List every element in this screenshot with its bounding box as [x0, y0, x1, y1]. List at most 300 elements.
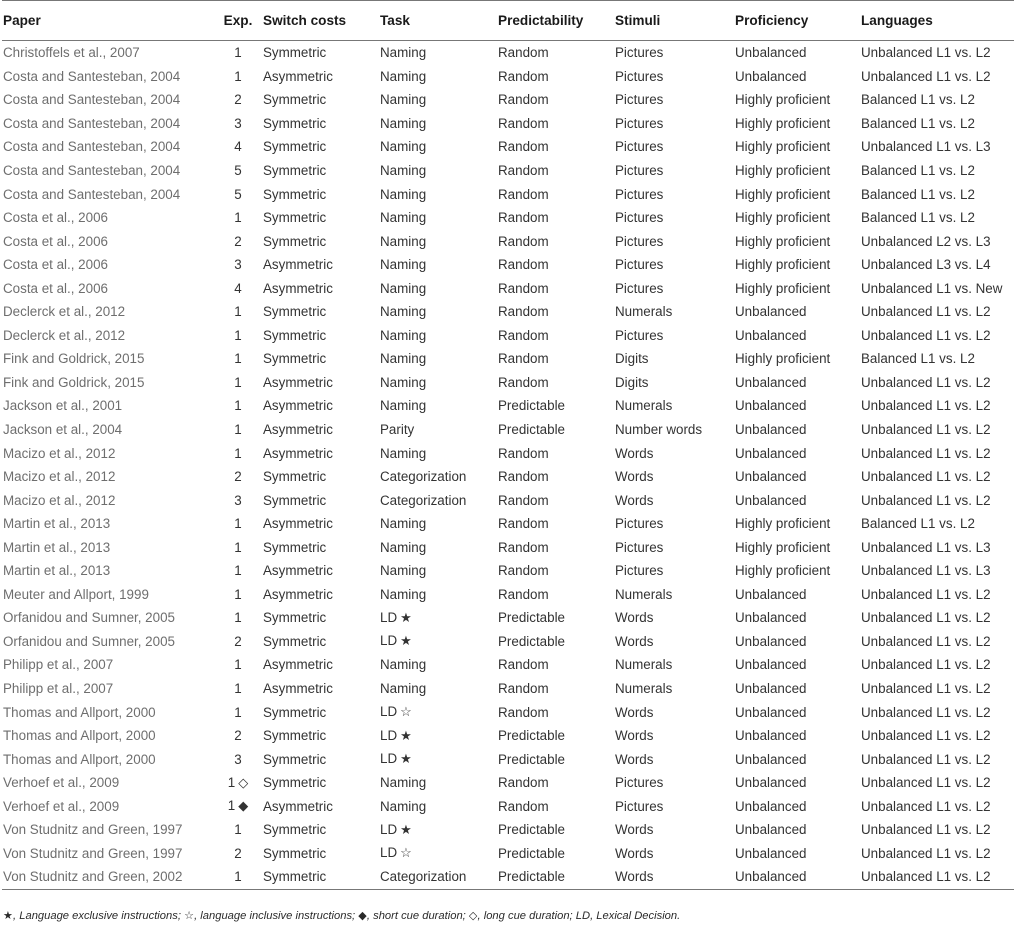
cell-stimuli-text: Numerals [615, 657, 673, 673]
cell-proficiency [735, 559, 861, 583]
cell-predictability-text: Random [498, 492, 549, 508]
cell-switch-costs [263, 88, 380, 112]
cell-proficiency-text: Highly proficient [735, 233, 831, 249]
cell-stimuli [615, 795, 735, 819]
cell-task-text: Naming [380, 563, 427, 579]
cell-paper [2, 842, 213, 866]
cell-predictability [498, 583, 615, 607]
cell-exp [213, 441, 263, 465]
cell-task-text: LD [380, 609, 398, 625]
cell-paper [2, 229, 213, 253]
cell-languages-text: Unbalanced L1 vs. L2 [861, 586, 991, 602]
cell-predictability-text: Random [498, 374, 549, 390]
cell-switch-costs-text: Symmetric [263, 845, 327, 861]
cell-languages-text: Unbalanced L1 vs. L2 [861, 469, 991, 485]
cell-stimuli-text: Pictures [615, 775, 664, 791]
cell-exp [213, 276, 263, 300]
cell-exp [213, 559, 263, 583]
cell-task [380, 865, 498, 889]
cell-proficiency [735, 206, 861, 230]
cell-exp [213, 253, 263, 277]
cell-languages-text: Unbalanced L1 vs. L2 [861, 798, 991, 814]
cell-predictability [498, 724, 615, 748]
cell-proficiency-text: Unbalanced [735, 728, 807, 744]
cell-proficiency [735, 394, 861, 418]
table-row [2, 630, 1014, 654]
cell-switch-costs-text: Asymmetric [263, 516, 333, 532]
cell-languages [861, 300, 1014, 324]
cell-task-text: Naming [380, 186, 427, 202]
diamond-filled-icon: ◆ [238, 798, 249, 814]
cell-paper [2, 182, 213, 206]
cell-stimuli [615, 300, 735, 324]
star-filled-icon: ★ [400, 821, 412, 837]
cell-languages-text: Unbalanced L1 vs. L2 [861, 869, 991, 885]
cell-languages [861, 700, 1014, 724]
cell-proficiency [735, 159, 861, 183]
cell-proficiency-text: Unbalanced [735, 586, 807, 602]
cell-paper-text: Orfanidou and Sumner, 2005 [3, 633, 175, 649]
diamond-outline-icon: ◇ [468, 910, 478, 922]
table-row [2, 700, 1014, 724]
cell-languages-text: Unbalanced L1 vs. L2 [861, 610, 991, 626]
cell-proficiency [735, 630, 861, 654]
cell-stimuli-text: Pictures [615, 115, 664, 131]
cell-task [380, 347, 498, 371]
cell-task-text: LD [380, 821, 398, 837]
cell-proficiency [735, 488, 861, 512]
header-exp: Exp. [223, 13, 253, 28]
cell-stimuli [615, 535, 735, 559]
cell-task-text: Naming [380, 351, 427, 367]
cell-paper-text: Macizo et al., 2012 [3, 492, 116, 508]
cell-paper [2, 653, 213, 677]
cell-exp [213, 394, 263, 418]
cell-stimuli [615, 41, 735, 65]
cell-paper-text: Costa and Santesteban, 2004 [3, 92, 181, 108]
cell-stimuli-text: Pictures [615, 210, 664, 226]
header-predictability: Predictability [498, 13, 584, 28]
cell-switch-costs [263, 65, 380, 89]
cell-exp [213, 206, 263, 230]
cell-exp-text: 2 [234, 633, 242, 649]
cell-stimuli-text: Pictures [615, 563, 664, 579]
cell-paper-text: Fink and Goldrick, 2015 [3, 374, 145, 390]
cell-paper-text: Macizo et al., 2012 [3, 445, 116, 461]
cell-languages-text: Unbalanced L1 vs. L3 [861, 539, 991, 555]
table-row [2, 724, 1014, 748]
cell-languages [861, 724, 1014, 748]
cell-languages-text: Unbalanced L1 vs. L2 [861, 445, 991, 461]
table-header [2, 1, 1014, 41]
cell-predictability-text: Predictable [498, 633, 565, 649]
cell-languages [861, 112, 1014, 136]
cell-paper-text: Von Studnitz and Green, 1997 [3, 822, 183, 838]
cell-predictability [498, 65, 615, 89]
cell-proficiency [735, 535, 861, 559]
table-row [2, 276, 1014, 300]
cell-switch-costs [263, 135, 380, 159]
cell-languages [861, 465, 1014, 489]
cell-switch-costs [263, 300, 380, 324]
cell-proficiency [735, 182, 861, 206]
cell-predictability-text: Random [498, 257, 549, 273]
cell-paper [2, 606, 213, 630]
diamond-outline-icon: ◇ [238, 774, 249, 790]
cell-languages [861, 865, 1014, 889]
cell-proficiency [735, 324, 861, 348]
cell-paper [2, 865, 213, 889]
cell-exp-text: 1 [234, 422, 242, 438]
cell-task [380, 771, 498, 795]
cell-predictability-text: Predictable [498, 610, 565, 626]
cell-stimuli [615, 771, 735, 795]
cell-languages [861, 488, 1014, 512]
cell-proficiency-text: Unbalanced [735, 822, 807, 838]
cell-predictability-text: Random [498, 563, 549, 579]
cell-switch-costs-text: Symmetric [263, 45, 327, 61]
table-row [2, 65, 1014, 89]
cell-task [380, 488, 498, 512]
cell-switch-costs [263, 559, 380, 583]
cell-task-text: Naming [380, 210, 427, 226]
cell-proficiency-text: Unbalanced [735, 304, 807, 320]
cell-proficiency-text: Highly proficient [735, 163, 831, 178]
cell-stimuli [615, 229, 735, 253]
cell-paper [2, 88, 213, 112]
cell-proficiency-text: Unbalanced [735, 869, 807, 885]
cell-paper [2, 488, 213, 512]
cell-task-text: LD [380, 727, 398, 743]
cell-proficiency [735, 747, 861, 771]
cell-paper-text: Costa and Santesteban, 2004 [3, 68, 181, 84]
cell-exp [213, 65, 263, 89]
cell-switch-costs [263, 253, 380, 277]
cell-exp [213, 512, 263, 536]
cell-task-text: Naming [380, 775, 427, 791]
cell-exp-text: 1 [234, 610, 242, 626]
cell-paper-text: Costa and Santesteban, 2004 [3, 115, 181, 131]
cell-predictability [498, 347, 615, 371]
table-row [2, 159, 1014, 183]
cell-task-text: Categorization [380, 492, 467, 508]
cell-paper-text: Martin et al., 2013 [3, 563, 111, 579]
cell-stimuli [615, 418, 735, 442]
cell-predictability [498, 818, 615, 842]
cell-paper-text: Costa and Santesteban, 2004 [3, 163, 181, 178]
cell-task [380, 65, 498, 89]
cell-exp-text: 1 [234, 304, 242, 320]
cell-switch-costs [263, 771, 380, 795]
cell-languages-text: Unbalanced L1 vs. L2 [861, 633, 991, 649]
cell-exp-text: 1 [227, 774, 236, 790]
cell-task [380, 394, 498, 418]
cell-stimuli-text: Numerals [615, 304, 673, 320]
table-row [2, 41, 1014, 65]
cell-predictability-text: Random [498, 115, 549, 131]
cell-predictability [498, 300, 615, 324]
cell-proficiency-text: Unbalanced [735, 422, 807, 438]
cell-languages-text: Balanced L1 vs. L2 [861, 92, 975, 108]
cell-proficiency-text: Highly proficient [735, 257, 831, 273]
cell-stimuli-text: Words [615, 869, 654, 885]
cell-switch-costs-text: Symmetric [263, 539, 327, 555]
cell-switch-costs [263, 276, 380, 300]
cell-predictability-text: Random [498, 798, 549, 814]
cell-proficiency-text: Highly proficient [735, 351, 831, 367]
cell-predictability [498, 842, 615, 866]
cell-task [380, 253, 498, 277]
cell-exp [213, 229, 263, 253]
cell-task-text: LD [380, 704, 398, 720]
cell-paper-text: Costa et al., 2006 [3, 257, 108, 273]
cell-task-text: LD [380, 751, 398, 767]
cell-languages-text: Unbalanced L1 vs. New [861, 280, 1003, 296]
cell-languages-text: Unbalanced L3 vs. L4 [861, 257, 991, 273]
cell-exp-text: 1 [234, 681, 242, 697]
cell-predictability-text: Random [498, 516, 549, 532]
cell-paper-text: Costa and Santesteban, 2004 [3, 139, 181, 155]
cell-switch-costs [263, 630, 380, 654]
cell-switch-costs [263, 512, 380, 536]
header-row [2, 1, 1014, 41]
cell-proficiency [735, 512, 861, 536]
header-paper: Paper [3, 13, 41, 28]
cell-proficiency-text: Highly proficient [735, 186, 831, 202]
cell-languages [861, 276, 1014, 300]
cell-proficiency [735, 677, 861, 701]
cell-predictability [498, 700, 615, 724]
cell-predictability [498, 465, 615, 489]
cell-proficiency [735, 418, 861, 442]
cell-exp [213, 347, 263, 371]
cell-exp-text: 1 [234, 210, 242, 226]
cell-task-text: Naming [380, 139, 427, 155]
cell-languages-text: Unbalanced L1 vs. L2 [861, 751, 991, 767]
cell-switch-costs-text: Symmetric [263, 304, 327, 320]
cell-task [380, 418, 498, 442]
cell-proficiency [735, 771, 861, 795]
cell-paper-text: Macizo et al., 2012 [3, 469, 116, 485]
cell-predictability-text: Random [498, 45, 549, 61]
cell-paper-text: Martin et al., 2013 [3, 539, 111, 555]
cell-stimuli-text: Numerals [615, 586, 673, 602]
cell-exp [213, 653, 263, 677]
cell-paper [2, 771, 213, 795]
cell-stimuli-text: Words [615, 845, 654, 861]
cell-languages [861, 818, 1014, 842]
cell-predictability-text: Random [498, 657, 549, 673]
cell-predictability-text: Random [498, 68, 549, 84]
cell-exp-text: 3 [234, 257, 242, 273]
cell-switch-costs-text: Asymmetric [263, 563, 333, 579]
cell-switch-costs-text: Asymmetric [263, 657, 333, 673]
cell-languages-text: Balanced L1 vs. L2 [861, 186, 975, 202]
cell-switch-costs-text: Symmetric [263, 751, 327, 767]
cell-switch-costs [263, 465, 380, 489]
cell-exp-text: 4 [234, 280, 242, 296]
cell-switch-costs-text: Symmetric [263, 233, 327, 249]
cell-languages-text: Unbalanced L1 vs. L2 [861, 398, 991, 414]
cell-stimuli [615, 206, 735, 230]
cell-paper [2, 465, 213, 489]
cell-exp-text: 1 [234, 563, 242, 579]
cell-task-text: Naming [380, 657, 427, 673]
cell-switch-costs [263, 182, 380, 206]
cell-proficiency [735, 842, 861, 866]
cell-exp [213, 771, 263, 795]
cell-paper-text: Thomas and Allport, 2000 [3, 728, 156, 744]
cell-proficiency-text: Unbalanced [735, 798, 807, 814]
cell-proficiency-text: Unbalanced [735, 68, 807, 84]
cell-stimuli-text: Pictures [615, 186, 664, 202]
cell-exp-text: 1 [234, 45, 242, 61]
cell-proficiency [735, 795, 861, 819]
cell-stimuli-text: Pictures [615, 798, 664, 814]
cell-languages [861, 88, 1014, 112]
cell-task [380, 206, 498, 230]
cell-languages [861, 795, 1014, 819]
cell-exp-text: 1 [234, 539, 242, 555]
cell-proficiency-text: Unbalanced [735, 610, 807, 626]
cell-exp-text: 1 [234, 445, 242, 461]
cell-paper [2, 394, 213, 418]
table-row [2, 559, 1014, 583]
footnote-text-4: , long cue duration; LD, Lexical Decision. [477, 910, 681, 922]
cell-switch-costs-text: Asymmetric [263, 681, 333, 697]
cell-switch-costs-text: Symmetric [263, 704, 327, 720]
cell-stimuli [615, 276, 735, 300]
cell-stimuli-text: Words [615, 445, 654, 461]
cell-proficiency-text: Highly proficient [735, 115, 831, 131]
cell-stimuli-text: Words [615, 822, 654, 838]
star-filled-icon: ★ [400, 633, 412, 649]
cell-proficiency [735, 441, 861, 465]
star-outline-icon: ☆ [400, 704, 412, 720]
cell-exp [213, 795, 263, 819]
cell-switch-costs-text: Asymmetric [263, 280, 333, 296]
cell-task-text: Naming [380, 115, 427, 131]
cell-paper [2, 818, 213, 842]
cell-exp-text: 2 [234, 728, 242, 744]
cell-proficiency-text: Highly proficient [735, 539, 831, 555]
cell-exp-text: 1 [234, 822, 242, 838]
table-row [2, 324, 1014, 348]
cell-languages [861, 630, 1014, 654]
footnote-text-2: , language inclusive instructions; [194, 910, 359, 922]
cell-exp [213, 488, 263, 512]
cell-predictability [498, 206, 615, 230]
cell-stimuli [615, 630, 735, 654]
cell-languages [861, 535, 1014, 559]
cell-exp [213, 418, 263, 442]
cell-proficiency [735, 229, 861, 253]
cell-stimuli [615, 700, 735, 724]
cell-switch-costs-text: Symmetric [263, 139, 327, 155]
cell-stimuli [615, 488, 735, 512]
cell-switch-costs [263, 606, 380, 630]
table-row [2, 135, 1014, 159]
table-row [2, 818, 1014, 842]
cell-paper-text: Costa et al., 2006 [3, 233, 108, 249]
cell-predictability [498, 112, 615, 136]
footnote-text-3: , short cue duration; [366, 910, 469, 922]
cell-switch-costs-text: Symmetric [263, 869, 327, 885]
cell-stimuli [615, 347, 735, 371]
cell-proficiency [735, 606, 861, 630]
cell-languages [861, 583, 1014, 607]
cell-paper-text: Fink and Goldrick, 2015 [3, 351, 145, 367]
cell-languages [861, 653, 1014, 677]
cell-switch-costs-text: Asymmetric [263, 257, 333, 273]
cell-exp [213, 842, 263, 866]
cell-languages [861, 559, 1014, 583]
cell-task-text: Naming [380, 304, 427, 320]
cell-exp-text: 2 [234, 845, 242, 861]
cell-task-text: LD [380, 845, 398, 861]
cell-task [380, 630, 498, 654]
cell-exp [213, 583, 263, 607]
cell-task [380, 606, 498, 630]
cell-stimuli [615, 324, 735, 348]
cell-exp-text: 1 [234, 704, 242, 720]
cell-task-text: Naming [380, 374, 427, 390]
cell-predictability [498, 512, 615, 536]
cell-proficiency [735, 583, 861, 607]
cell-predictability [498, 276, 615, 300]
cell-predictability-text: Random [498, 539, 549, 555]
cell-proficiency [735, 112, 861, 136]
cell-exp-text: 3 [234, 492, 242, 508]
table-row [2, 206, 1014, 230]
cell-languages [861, 512, 1014, 536]
cell-switch-costs [263, 583, 380, 607]
cell-languages-text: Balanced L1 vs. L2 [861, 115, 975, 131]
cell-task [380, 653, 498, 677]
cell-switch-costs [263, 488, 380, 512]
cell-switch-costs-text: Symmetric [263, 327, 327, 343]
table-row [2, 747, 1014, 771]
cell-languages [861, 771, 1014, 795]
table-footnote [3, 909, 680, 922]
cell-languages-text: Unbalanced L1 vs. L2 [861, 374, 991, 390]
cell-task [380, 229, 498, 253]
cell-exp [213, 724, 263, 748]
cell-paper-text: Verhoef et al., 2009 [3, 775, 120, 791]
cell-predictability-text: Predictable [498, 822, 565, 838]
cell-task [380, 700, 498, 724]
cell-languages [861, 606, 1014, 630]
cell-paper [2, 677, 213, 701]
cell-predictability [498, 41, 615, 65]
cell-exp [213, 465, 263, 489]
cell-stimuli-text: Pictures [615, 68, 664, 84]
cell-stimuli-text: Words [615, 728, 654, 744]
cell-proficiency [735, 465, 861, 489]
table-row [2, 371, 1014, 395]
cell-exp-text: 1 [234, 327, 242, 343]
cell-predictability-text: Random [498, 327, 549, 343]
cell-predictability-text: Random [498, 280, 549, 296]
cell-exp [213, 747, 263, 771]
cell-task [380, 371, 498, 395]
cell-proficiency-text: Unbalanced [735, 845, 807, 861]
cell-predictability [498, 394, 615, 418]
cell-languages [861, 206, 1014, 230]
cell-languages [861, 159, 1014, 183]
cell-switch-costs-text: Asymmetric [263, 422, 333, 438]
cell-predictability [498, 535, 615, 559]
